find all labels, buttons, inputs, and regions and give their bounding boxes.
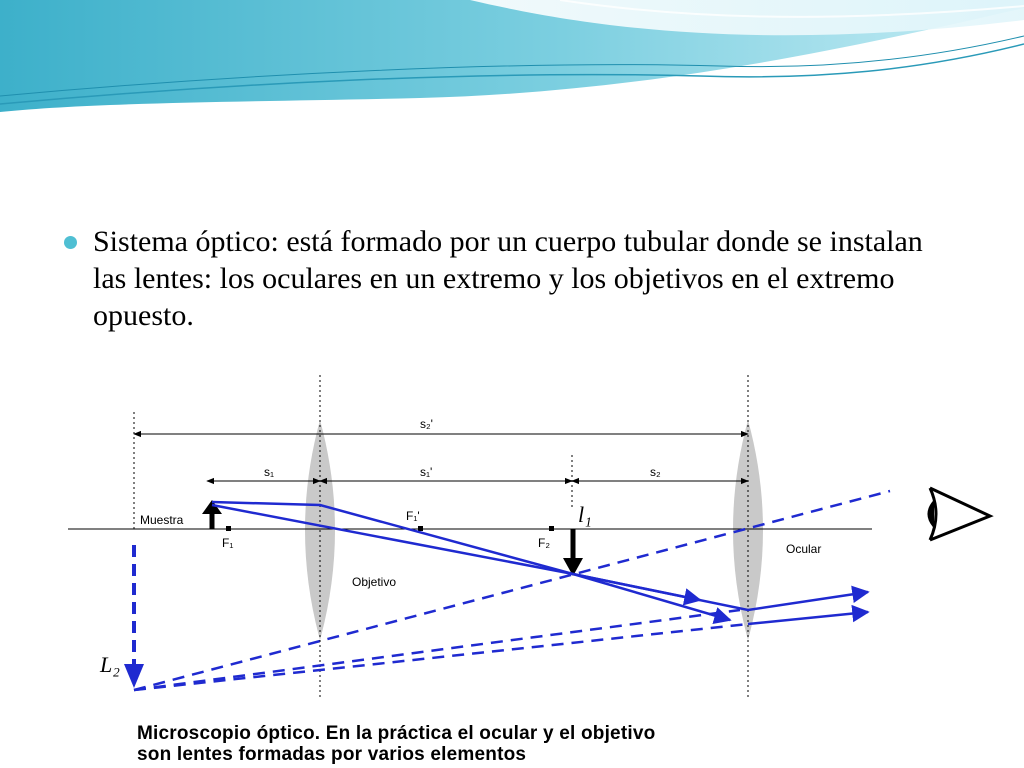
eye-icon [929, 488, 990, 540]
ray-solid [748, 612, 868, 624]
diagram-caption-line-1: Microscopio óptico. En la práctica el ocular y el objetivo [137, 723, 656, 744]
ray-solid [573, 574, 868, 610]
header-wave-decoration [0, 0, 1024, 130]
microscope-optics-diagram [0, 360, 1024, 768]
label-muestra: Muestra [140, 513, 184, 527]
label-s2-prime: s₂' [420, 417, 433, 431]
diagram-caption-line-2: son lentes formadas por varios elementos [137, 744, 527, 765]
bullet-item [64, 224, 944, 335]
ray-solid [212, 505, 730, 620]
virtual-image-arrow-head [124, 664, 144, 688]
label-s1: s₁ [264, 465, 275, 479]
focal-point-f1-prime [418, 526, 423, 531]
label-f2: F₂ [538, 536, 550, 550]
label-objetivo: Objetivo [352, 575, 397, 589]
label-s2: s₂ [650, 465, 661, 479]
focal-point-f1 [226, 526, 231, 531]
label-s1-prime: s₁' [420, 465, 433, 479]
label-f1: F₁ [222, 536, 234, 550]
bullet-dot [64, 236, 77, 249]
label-l2: L₂ [100, 652, 120, 677]
label-l1: l₁ [578, 502, 592, 527]
label-ocular: Ocular [786, 542, 822, 556]
label-f1-prime: F₁' [406, 509, 420, 523]
ray-dashed [134, 491, 890, 690]
bullet-text: Sistema óptico: está formado por un cuerpo tubular donde se instalan las lentes: los oculares en un extremo y los objetivos en el extremo opuesto. [93, 225, 923, 332]
ray-dashed [134, 624, 748, 690]
focal-point-f2 [549, 526, 554, 531]
ray-dashed [134, 610, 740, 690]
